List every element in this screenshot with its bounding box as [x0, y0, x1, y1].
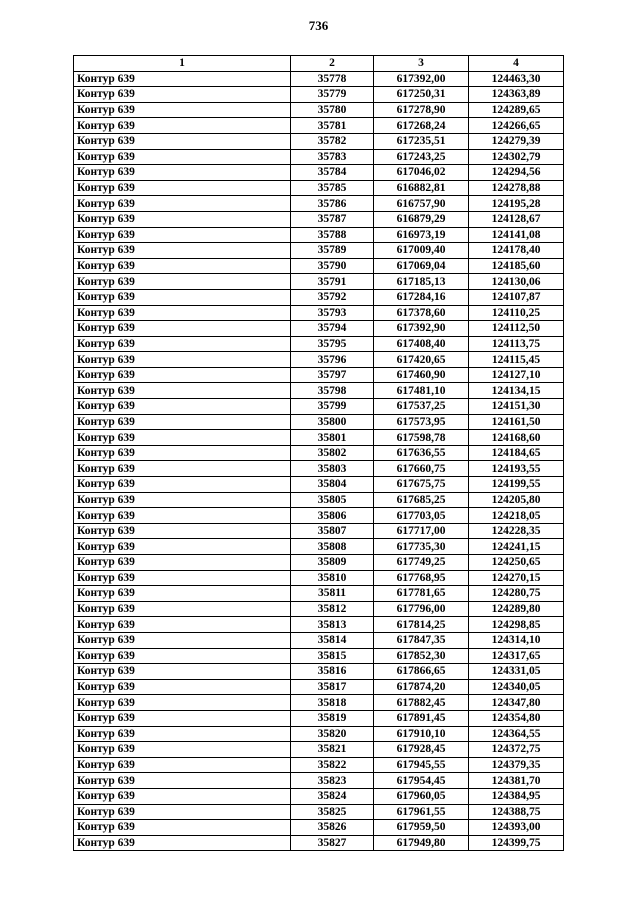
point-number-cell: 35779 — [291, 87, 374, 103]
x-coordinate-cell: 617537,25 — [374, 399, 469, 415]
contour-name-cell: Контур 639 — [74, 477, 291, 493]
column-header-2: 2 — [291, 56, 374, 72]
x-coordinate-cell: 617852,30 — [374, 648, 469, 664]
y-coordinate-cell: 124199,55 — [469, 477, 564, 493]
table-row — [74, 679, 564, 695]
x-coordinate-cell: 617882,45 — [374, 695, 469, 711]
x-coordinate-cell: 617573,95 — [374, 414, 469, 430]
point-number-cell: 35820 — [291, 726, 374, 742]
table-row — [74, 664, 564, 680]
contour-name-cell: Контур 639 — [74, 133, 291, 149]
table-body — [74, 71, 564, 851]
y-coordinate-cell: 124130,06 — [469, 274, 564, 290]
table-row — [74, 726, 564, 742]
x-coordinate-cell: 617749,25 — [374, 555, 469, 571]
point-number-cell: 35815 — [291, 648, 374, 664]
point-number-cell: 35778 — [291, 71, 374, 87]
table-row — [74, 632, 564, 648]
table-row — [74, 773, 564, 789]
y-coordinate-cell: 124250,65 — [469, 555, 564, 571]
contour-name-cell: Контур 639 — [74, 399, 291, 415]
y-coordinate-cell: 124372,75 — [469, 742, 564, 758]
x-coordinate-cell: 617928,45 — [374, 742, 469, 758]
table-row — [74, 710, 564, 726]
point-number-cell: 35811 — [291, 586, 374, 602]
point-number-cell: 35822 — [291, 757, 374, 773]
x-coordinate-cell: 617636,55 — [374, 445, 469, 461]
table-row — [74, 461, 564, 477]
point-number-cell: 35827 — [291, 835, 374, 851]
y-coordinate-cell: 124294,56 — [469, 165, 564, 181]
point-number-cell: 35826 — [291, 820, 374, 836]
point-number-cell: 35808 — [291, 539, 374, 555]
table-row — [74, 71, 564, 87]
y-coordinate-cell: 124107,87 — [469, 289, 564, 305]
contour-name-cell: Контур 639 — [74, 461, 291, 477]
y-coordinate-cell: 124298,85 — [469, 617, 564, 633]
contour-name-cell: Контур 639 — [74, 601, 291, 617]
contour-name-cell: Контур 639 — [74, 539, 291, 555]
table-row — [74, 757, 564, 773]
point-number-cell: 35805 — [291, 492, 374, 508]
contour-name-cell: Контур 639 — [74, 788, 291, 804]
y-coordinate-cell: 124112,50 — [469, 321, 564, 337]
table-row — [74, 539, 564, 555]
point-number-cell: 35796 — [291, 352, 374, 368]
contour-name-cell: Контур 639 — [74, 367, 291, 383]
x-coordinate-cell: 617959,50 — [374, 820, 469, 836]
contour-name-cell: Контур 639 — [74, 196, 291, 212]
x-coordinate-cell: 617814,25 — [374, 617, 469, 633]
point-number-cell: 35799 — [291, 399, 374, 415]
contour-name-cell: Контур 639 — [74, 71, 291, 87]
x-coordinate-cell: 617243,25 — [374, 149, 469, 165]
x-coordinate-cell: 617847,35 — [374, 632, 469, 648]
table-row — [74, 180, 564, 196]
column-header-4: 4 — [469, 56, 564, 72]
x-coordinate-cell: 617481,10 — [374, 383, 469, 399]
y-coordinate-cell: 124241,15 — [469, 539, 564, 555]
contour-name-cell: Контур 639 — [74, 508, 291, 524]
table-row — [74, 804, 564, 820]
y-coordinate-cell: 124205,80 — [469, 492, 564, 508]
table-row — [74, 601, 564, 617]
x-coordinate-cell: 617069,04 — [374, 258, 469, 274]
contour-name-cell: Контур 639 — [74, 87, 291, 103]
y-coordinate-cell: 124110,25 — [469, 305, 564, 321]
y-coordinate-cell: 124331,05 — [469, 664, 564, 680]
y-coordinate-cell: 124340,05 — [469, 679, 564, 695]
x-coordinate-cell: 617768,95 — [374, 570, 469, 586]
x-coordinate-cell: 616973,19 — [374, 227, 469, 243]
x-coordinate-cell: 617460,90 — [374, 367, 469, 383]
table-row — [74, 352, 564, 368]
contour-name-cell: Контур 639 — [74, 742, 291, 758]
contour-name-cell: Контур 639 — [74, 258, 291, 274]
x-coordinate-cell: 617598,78 — [374, 430, 469, 446]
y-coordinate-cell: 124347,80 — [469, 695, 564, 711]
table-row — [74, 383, 564, 399]
contour-name-cell: Контур 639 — [74, 383, 291, 399]
table-row — [74, 477, 564, 493]
table-row — [74, 289, 564, 305]
table-row — [74, 508, 564, 524]
table-row — [74, 133, 564, 149]
x-coordinate-cell: 617378,60 — [374, 305, 469, 321]
contour-name-cell: Контур 639 — [74, 586, 291, 602]
point-number-cell: 35818 — [291, 695, 374, 711]
x-coordinate-cell: 617866,65 — [374, 664, 469, 680]
contour-name-cell: Контур 639 — [74, 555, 291, 571]
table-row — [74, 414, 564, 430]
column-header-1: 1 — [74, 56, 291, 72]
x-coordinate-cell: 617392,00 — [374, 71, 469, 87]
point-number-cell: 35810 — [291, 570, 374, 586]
point-number-cell: 35791 — [291, 274, 374, 290]
point-number-cell: 35803 — [291, 461, 374, 477]
table-header — [74, 56, 564, 72]
x-coordinate-cell: 617945,55 — [374, 757, 469, 773]
x-coordinate-cell: 616879,29 — [374, 211, 469, 227]
contour-name-cell: Контур 639 — [74, 414, 291, 430]
y-coordinate-cell: 124113,75 — [469, 336, 564, 352]
x-coordinate-cell: 617235,51 — [374, 133, 469, 149]
y-coordinate-cell: 124161,50 — [469, 414, 564, 430]
table-row — [74, 523, 564, 539]
table-row — [74, 742, 564, 758]
contour-name-cell: Контур 639 — [74, 305, 291, 321]
x-coordinate-cell: 617960,05 — [374, 788, 469, 804]
table-row — [74, 570, 564, 586]
y-coordinate-cell: 124399,75 — [469, 835, 564, 851]
contour-name-cell: Контур 639 — [74, 118, 291, 134]
point-number-cell: 35807 — [291, 523, 374, 539]
y-coordinate-cell: 124266,65 — [469, 118, 564, 134]
point-number-cell: 35798 — [291, 383, 374, 399]
x-coordinate-cell: 617392,90 — [374, 321, 469, 337]
table-row — [74, 149, 564, 165]
y-coordinate-cell: 124317,65 — [469, 648, 564, 664]
x-coordinate-cell: 617284,16 — [374, 289, 469, 305]
table-row — [74, 243, 564, 259]
y-coordinate-cell: 124363,89 — [469, 87, 564, 103]
y-coordinate-cell: 124185,60 — [469, 258, 564, 274]
point-number-cell: 35819 — [291, 710, 374, 726]
y-coordinate-cell: 124279,39 — [469, 133, 564, 149]
point-number-cell: 35786 — [291, 196, 374, 212]
table-row — [74, 227, 564, 243]
contour-name-cell: Контур 639 — [74, 632, 291, 648]
x-coordinate-cell: 617949,80 — [374, 835, 469, 851]
contour-name-cell: Контур 639 — [74, 773, 291, 789]
table-row — [74, 399, 564, 415]
contour-name-cell: Контур 639 — [74, 321, 291, 337]
y-coordinate-cell: 124393,00 — [469, 820, 564, 836]
table-row — [74, 492, 564, 508]
contour-name-cell: Контур 639 — [74, 679, 291, 695]
point-number-cell: 35824 — [291, 788, 374, 804]
x-coordinate-cell: 617675,75 — [374, 477, 469, 493]
contour-name-cell: Контур 639 — [74, 211, 291, 227]
y-coordinate-cell: 124280,75 — [469, 586, 564, 602]
y-coordinate-cell: 124354,80 — [469, 710, 564, 726]
point-number-cell: 35800 — [291, 414, 374, 430]
table-row — [74, 321, 564, 337]
table-row — [74, 274, 564, 290]
y-coordinate-cell: 124314,10 — [469, 632, 564, 648]
point-number-cell: 35783 — [291, 149, 374, 165]
y-coordinate-cell: 124228,35 — [469, 523, 564, 539]
table-row — [74, 211, 564, 227]
y-coordinate-cell: 124115,45 — [469, 352, 564, 368]
y-coordinate-cell: 124168,60 — [469, 430, 564, 446]
point-number-cell: 35825 — [291, 804, 374, 820]
x-coordinate-cell: 617250,31 — [374, 87, 469, 103]
y-coordinate-cell: 124289,80 — [469, 601, 564, 617]
x-coordinate-cell: 617703,05 — [374, 508, 469, 524]
contour-name-cell: Контур 639 — [74, 664, 291, 680]
contour-name-cell: Контур 639 — [74, 695, 291, 711]
y-coordinate-cell: 124381,70 — [469, 773, 564, 789]
y-coordinate-cell: 124134,15 — [469, 383, 564, 399]
y-coordinate-cell: 124151,30 — [469, 399, 564, 415]
contour-name-cell: Контур 639 — [74, 757, 291, 773]
table-row — [74, 617, 564, 633]
point-number-cell: 35813 — [291, 617, 374, 633]
contour-name-cell: Контур 639 — [74, 430, 291, 446]
table-row — [74, 648, 564, 664]
header-row — [74, 56, 564, 72]
point-number-cell: 35782 — [291, 133, 374, 149]
contour-name-cell: Контур 639 — [74, 289, 291, 305]
y-coordinate-cell: 124302,79 — [469, 149, 564, 165]
column-header-3: 3 — [374, 56, 469, 72]
y-coordinate-cell: 124178,40 — [469, 243, 564, 259]
table-row — [74, 695, 564, 711]
y-coordinate-cell: 124278,88 — [469, 180, 564, 196]
point-number-cell: 35802 — [291, 445, 374, 461]
x-coordinate-cell: 617046,02 — [374, 165, 469, 181]
x-coordinate-cell: 617781,65 — [374, 586, 469, 602]
y-coordinate-cell: 124384,95 — [469, 788, 564, 804]
y-coordinate-cell: 124193,55 — [469, 461, 564, 477]
x-coordinate-cell: 617961,55 — [374, 804, 469, 820]
point-number-cell: 35784 — [291, 165, 374, 181]
x-coordinate-cell: 616757,90 — [374, 196, 469, 212]
table-row — [74, 118, 564, 134]
x-coordinate-cell: 617420,65 — [374, 352, 469, 368]
y-coordinate-cell: 124218,05 — [469, 508, 564, 524]
y-coordinate-cell: 124289,65 — [469, 102, 564, 118]
table-row — [74, 336, 564, 352]
point-number-cell: 35804 — [291, 477, 374, 493]
point-number-cell: 35788 — [291, 227, 374, 243]
contour-name-cell: Контур 639 — [74, 726, 291, 742]
point-number-cell: 35785 — [291, 180, 374, 196]
contour-name-cell: Контур 639 — [74, 617, 291, 633]
coordinates-table — [73, 55, 564, 851]
contour-name-cell: Контур 639 — [74, 274, 291, 290]
point-number-cell: 35795 — [291, 336, 374, 352]
point-number-cell: 35806 — [291, 508, 374, 524]
table-row — [74, 367, 564, 383]
x-coordinate-cell: 617185,13 — [374, 274, 469, 290]
contour-name-cell: Контур 639 — [74, 352, 291, 368]
table-row — [74, 196, 564, 212]
y-coordinate-cell: 124364,55 — [469, 726, 564, 742]
x-coordinate-cell: 617408,40 — [374, 336, 469, 352]
contour-name-cell: Контур 639 — [74, 102, 291, 118]
point-number-cell: 35797 — [291, 367, 374, 383]
point-number-cell: 35816 — [291, 664, 374, 680]
y-coordinate-cell: 124270,15 — [469, 570, 564, 586]
y-coordinate-cell: 124195,28 — [469, 196, 564, 212]
y-coordinate-cell: 124463,30 — [469, 71, 564, 87]
x-coordinate-cell: 617685,25 — [374, 492, 469, 508]
contour-name-cell: Контур 639 — [74, 227, 291, 243]
x-coordinate-cell: 617954,45 — [374, 773, 469, 789]
y-coordinate-cell: 124388,75 — [469, 804, 564, 820]
contour-name-cell: Контур 639 — [74, 445, 291, 461]
table-row — [74, 445, 564, 461]
contour-name-cell: Контур 639 — [74, 710, 291, 726]
table-row — [74, 788, 564, 804]
table-row — [74, 820, 564, 836]
contour-name-cell: Контур 639 — [74, 570, 291, 586]
contour-name-cell: Контур 639 — [74, 492, 291, 508]
x-coordinate-cell: 617717,00 — [374, 523, 469, 539]
x-coordinate-cell: 617891,45 — [374, 710, 469, 726]
point-number-cell: 35780 — [291, 102, 374, 118]
point-number-cell: 35812 — [291, 601, 374, 617]
table-row — [74, 430, 564, 446]
point-number-cell: 35792 — [291, 289, 374, 305]
x-coordinate-cell: 617268,24 — [374, 118, 469, 134]
y-coordinate-cell: 124184,65 — [469, 445, 564, 461]
table-row — [74, 835, 564, 851]
x-coordinate-cell: 617660,75 — [374, 461, 469, 477]
point-number-cell: 35801 — [291, 430, 374, 446]
point-number-cell: 35789 — [291, 243, 374, 259]
table-row — [74, 102, 564, 118]
point-number-cell: 35809 — [291, 555, 374, 571]
point-number-cell: 35817 — [291, 679, 374, 695]
point-number-cell: 35823 — [291, 773, 374, 789]
table-row — [74, 555, 564, 571]
x-coordinate-cell: 617796,00 — [374, 601, 469, 617]
point-number-cell: 35794 — [291, 321, 374, 337]
y-coordinate-cell: 124141,08 — [469, 227, 564, 243]
page-number: 736 — [308, 18, 329, 33]
x-coordinate-cell: 617910,10 — [374, 726, 469, 742]
contour-name-cell: Контур 639 — [74, 820, 291, 836]
x-coordinate-cell: 617009,40 — [374, 243, 469, 259]
point-number-cell: 35793 — [291, 305, 374, 321]
table-row — [74, 305, 564, 321]
contour-name-cell: Контур 639 — [74, 165, 291, 181]
y-coordinate-cell: 124128,67 — [469, 211, 564, 227]
contour-name-cell: Контур 639 — [74, 648, 291, 664]
y-coordinate-cell: 124127,10 — [469, 367, 564, 383]
contour-name-cell: Контур 639 — [74, 336, 291, 352]
table-row — [74, 165, 564, 181]
table-row — [74, 87, 564, 103]
point-number-cell: 35821 — [291, 742, 374, 758]
point-number-cell: 35787 — [291, 211, 374, 227]
x-coordinate-cell: 617735,30 — [374, 539, 469, 555]
contour-name-cell: Контур 639 — [74, 243, 291, 259]
point-number-cell: 35814 — [291, 632, 374, 648]
point-number-cell: 35781 — [291, 118, 374, 134]
point-number-cell: 35790 — [291, 258, 374, 274]
x-coordinate-cell: 617874,20 — [374, 679, 469, 695]
x-coordinate-cell: 617278,90 — [374, 102, 469, 118]
contour-name-cell: Контур 639 — [74, 180, 291, 196]
y-coordinate-cell: 124379,35 — [469, 757, 564, 773]
contour-name-cell: Контур 639 — [74, 149, 291, 165]
contour-name-cell: Контур 639 — [74, 835, 291, 851]
table-row — [74, 258, 564, 274]
contour-name-cell: Контур 639 — [74, 523, 291, 539]
x-coordinate-cell: 616882,81 — [374, 180, 469, 196]
table-row — [74, 586, 564, 602]
contour-name-cell: Контур 639 — [74, 804, 291, 820]
